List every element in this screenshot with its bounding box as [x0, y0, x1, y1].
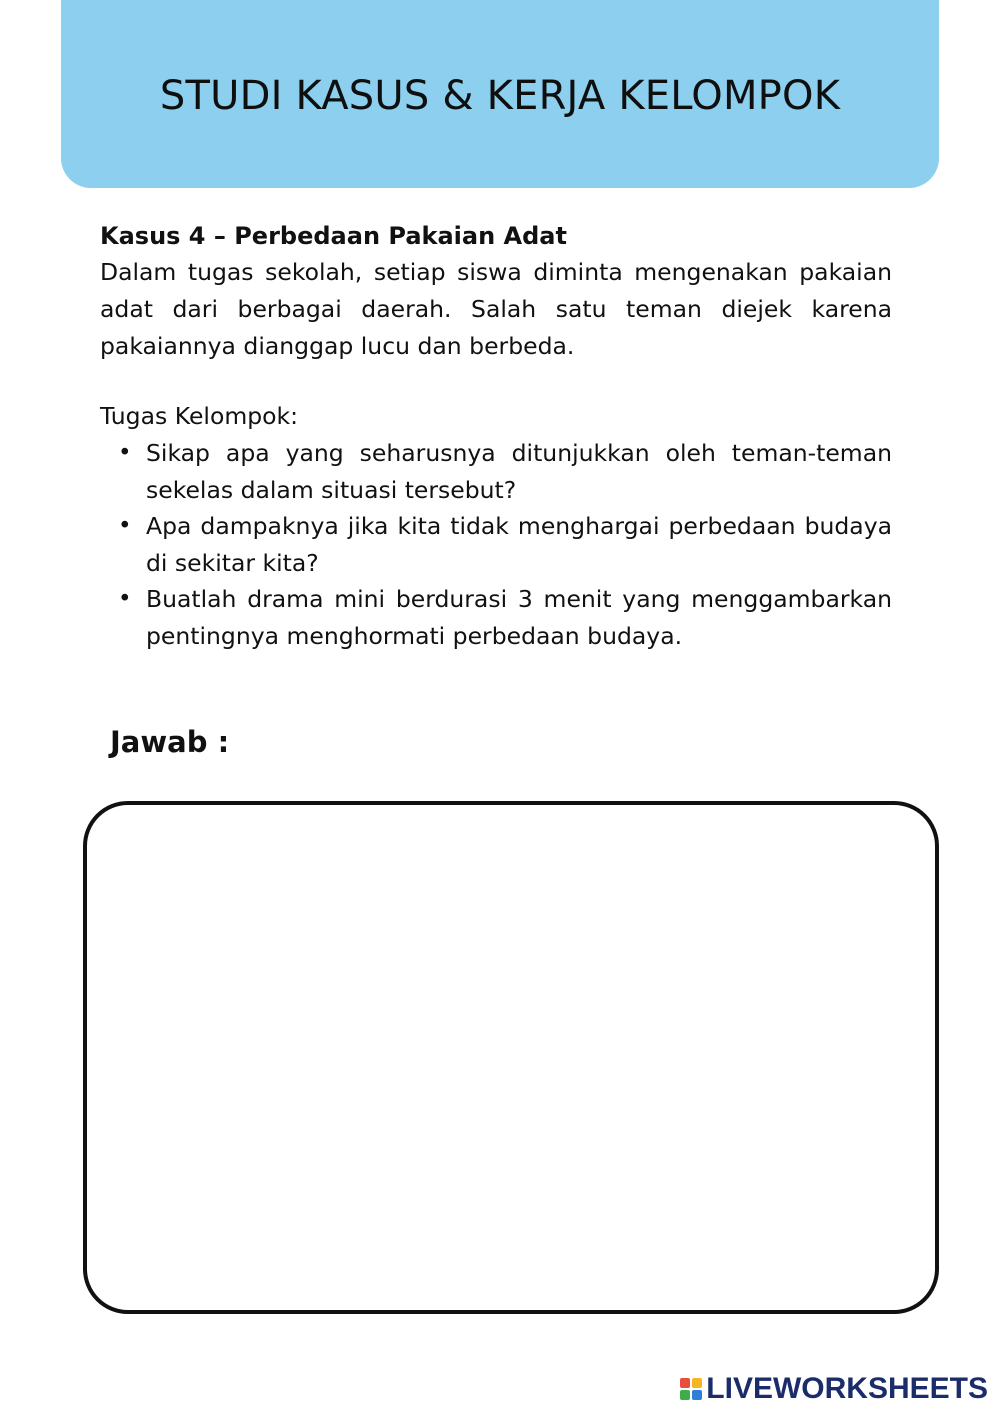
case-description: Dalam tugas sekolah, setiap siswa diminta mengenakan pakaian adat dari berbagai daerah. Salah satu teman diejek karena pakaiannya dianggap lucu dan berbeda.: [100, 258, 892, 360]
list-item: [100, 508, 892, 581]
task-list: [100, 435, 892, 654]
case-title: Kasus 4 – Perbedaan Pakaian Adat: [100, 222, 567, 250]
brand-name: LIVEWORKSHEETS: [706, 1372, 988, 1405]
brand-footer: [680, 1373, 988, 1405]
page-title: STUDI KASUS & KERJA KELOMPOK: [159, 73, 841, 119]
task-text: Apa dampaknya jika kita tidak menghargai perbedaan budaya di sekitar kita?: [146, 512, 892, 577]
tasks-label: Tugas Kelompok:: [100, 402, 299, 430]
case-content: [100, 218, 892, 654]
task-text: Sikap apa yang seharusnya ditunjukkan oleh teman-teman sekelas dalam situasi tersebut?: [146, 439, 892, 504]
logo-square: [692, 1378, 702, 1388]
list-item: [100, 435, 892, 508]
answer-input-box[interactable]: [83, 801, 939, 1314]
list-item: [100, 581, 892, 654]
liveworksheets-logo-icon: [680, 1378, 702, 1400]
header-banner: [61, 0, 939, 188]
logo-square: [692, 1390, 702, 1400]
logo-square: [680, 1378, 690, 1388]
answer-label: Jawab :: [110, 725, 230, 759]
task-text: Buatlah drama mini berdurasi 3 menit yang menggambarkan pentingnya menghormati perbedaan budaya.: [146, 585, 892, 650]
logo-square: [680, 1390, 690, 1400]
bullet-icon: •: [118, 440, 132, 466]
bullet-icon: •: [118, 513, 132, 539]
bullet-icon: •: [118, 586, 132, 612]
